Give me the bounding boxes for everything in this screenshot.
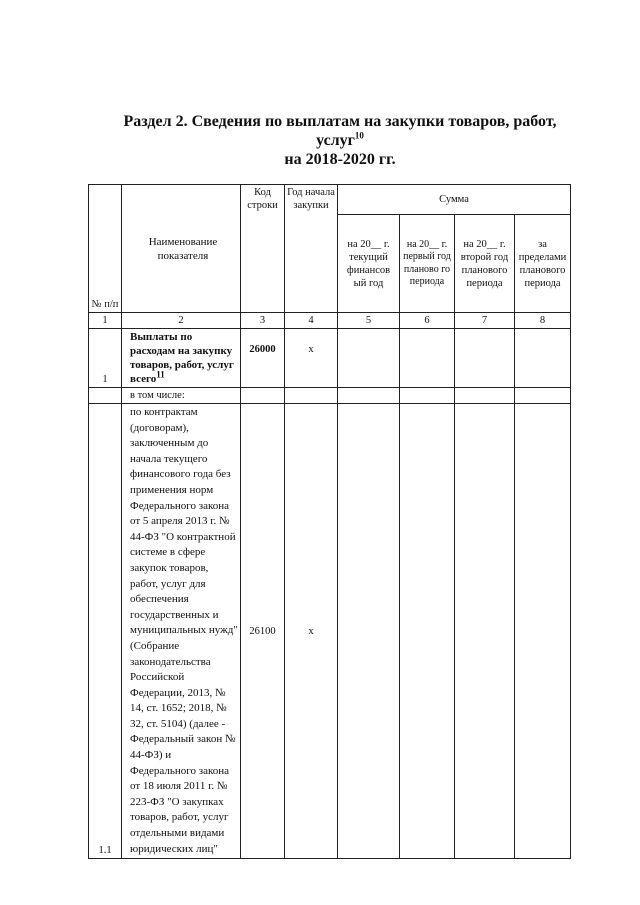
- row-sum-col6: [400, 329, 455, 388]
- row-name: в том числе:: [122, 388, 241, 404]
- section-title-years: на 2018-2020 гг.: [284, 151, 396, 168]
- header-num: № п/п: [89, 185, 122, 313]
- table-row: [89, 329, 571, 388]
- section-title-line1: Раздел 2. Сведения по выплатам на закупки товаров, работ,: [123, 113, 557, 130]
- col-number-8: 8: [515, 313, 571, 329]
- row-code: 26000: [241, 329, 285, 388]
- header-row-1: [89, 185, 571, 215]
- row-sum-col7: [455, 329, 515, 388]
- col-number-1: 1: [89, 313, 122, 329]
- row-num: [89, 388, 122, 404]
- header-col5: на 20__ г. текущий финансов ый год: [338, 215, 400, 313]
- row-sum-col6: [400, 388, 455, 404]
- footnote-ref-11: 11: [156, 369, 165, 380]
- col-number-6: 6: [400, 313, 455, 329]
- row-year: [285, 388, 338, 404]
- row-year: x: [285, 329, 338, 388]
- row-sum-col7: [455, 404, 515, 859]
- row-num: 1: [89, 329, 122, 388]
- row-code: 26100: [241, 404, 285, 859]
- col-number-4: 4: [285, 313, 338, 329]
- section-title-line2: [100, 131, 580, 150]
- header-code: Код строки: [241, 185, 285, 313]
- row-sum-col6: [400, 404, 455, 859]
- col-number-2: 2: [122, 313, 241, 329]
- row-sum-col7: [455, 388, 515, 404]
- row-sum-col5: [338, 404, 400, 859]
- row-sum-col8: [515, 329, 571, 388]
- row-sum-col5: [338, 329, 400, 388]
- header-col8: за пределами планового периода: [515, 215, 571, 313]
- header-year: Год начала закупки: [285, 185, 338, 313]
- row-code: [241, 388, 285, 404]
- row-sum-col8: [515, 404, 571, 859]
- footnote-ref-10: 10: [354, 130, 364, 141]
- column-numbers-row: [89, 313, 571, 329]
- header-col7: на 20__ г. второй год планового периода: [455, 215, 515, 313]
- header-sum: Сумма: [338, 185, 571, 215]
- col-number-3: 3: [241, 313, 285, 329]
- payments-table: [88, 184, 571, 859]
- table-row: [89, 388, 571, 404]
- row-name-text: Выплаты по расходам на закупку товаров, работ, услуг всего: [130, 331, 234, 385]
- row-name: [122, 329, 241, 388]
- row-name: по контрактам (договорам), заключенным до начала текущего финансового года без применения норм Федерального закона от 5 апреля 2013 г. № 44-ФЗ "О контрактной системе в сфере закупок товаров, работ, услуг для обеспечения государственных и муниципальных нужд" (Собрание законодательства Российской Федерации, 2013, № 14, ст. 1652; 2018, № 32, ст. 5104) (далее - Федеральный закон № 44-ФЗ) и Федерального закона от 18 июля 2011 г. № 223-ФЗ "О закупках товаров, работ, услуг отдельными видами юридических лиц": [122, 404, 241, 859]
- row-sum-col8: [515, 388, 571, 404]
- row-year: x: [285, 404, 338, 859]
- section-title-line2-text: услуг: [316, 132, 355, 149]
- col-number-5: 5: [338, 313, 400, 329]
- col-number-7: 7: [455, 313, 515, 329]
- row-sum-col5: [338, 388, 400, 404]
- row-num: 1.1: [89, 404, 122, 859]
- header-name: Наименование показателя: [122, 185, 241, 313]
- header-col6: на 20__ г. первый год планово го периода: [400, 215, 455, 313]
- table-row: [89, 404, 571, 859]
